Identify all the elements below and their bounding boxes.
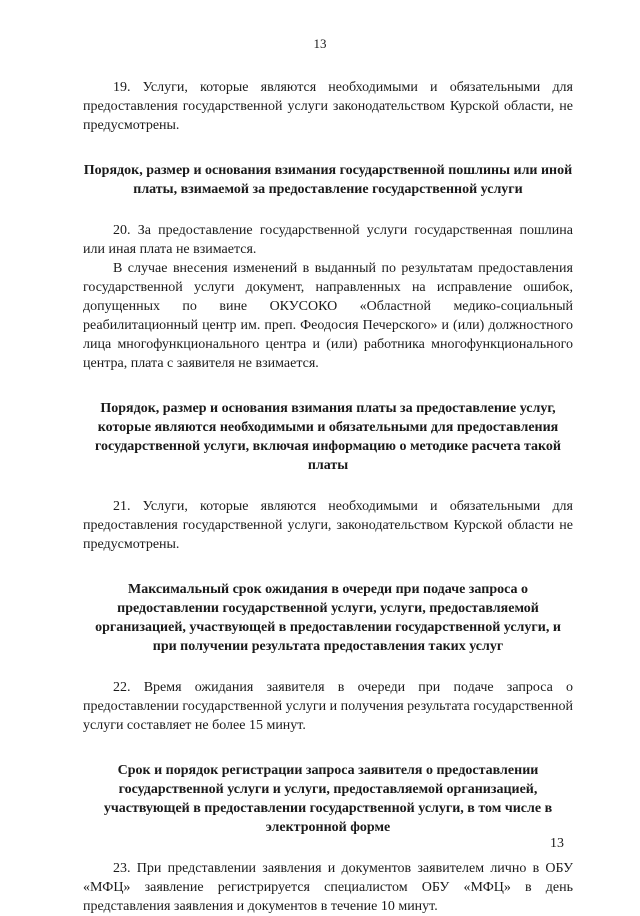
section-19-paragraph: 19. Услуги, которые являются необходимыми и обязательными для предоставления государственной услуги законодательством Курской области, не предусмотрены. [83,80,573,133]
page-number-bottom: 13 [550,836,564,851]
section-20-paragraph-1: 20. За предоставление государственной услуги государственная пошлина или иная плата не взимается. [83,223,573,257]
section-21-paragraph: 21. Услуги, которые являются необходимыми и обязательными для предоставления государственной услуги, законодательством Курской области не предусмотрены. [83,499,573,552]
section-20-heading: Порядок, размер и основания взимания государственной пошлины или иной платы, взимаемой за предоставление государственной услуги [83,163,573,197]
document-body [83,78,573,916]
section-23-heading: Срок и порядок регистрации запроса заявителя о предоставлении государственной услуги и услуги, предоставляемой организацией, участвующей в предоставлении государственной услуги, в том числе в электронной форме [103,763,553,835]
section-21-heading: Порядок, размер и основания взимания платы за предоставление услуг, которые являются необходимыми и обязательными для предоставления государственной услуги, включая информацию о методике расчета такой платы [95,401,561,473]
section-22-heading: Максимальный срок ожидания в очереди при подаче запроса о предоставлении государственной услуги, услуги, предоставляемой организацией, участвующей в предоставлении государственной услуги, и при получении результата предоставления таких услуг [95,582,561,654]
section-20-paragraph-2: В случае внесения изменений в выданный по результатам предоставления государственной услуги документ, направленных на исправление ошибок, допущенных по вине ОКУСОКО «Областной медико-социальный реабилитационный центр им. преп. Феодосия Печерского» и (или) должностного лица многофункционального центра и (или) работника многофункционального центра, плата с заявителя не взимается. [83,261,573,371]
section-22-paragraph: 22. Время ожидания заявителя в очереди при подаче запроса о предоставлении государственной услуги и получения результата государственной услуги составляет не более 15 минут. [83,680,573,733]
page-number-top: 13 [313,36,327,51]
section-23-paragraph: 23. При представлении заявления и документов заявителем лично в ОБУ «МФЦ» заявление регистрируется специалистом ОБУ «МФЦ» в день представления заявления и документов в течение 10 минут. [83,861,573,914]
